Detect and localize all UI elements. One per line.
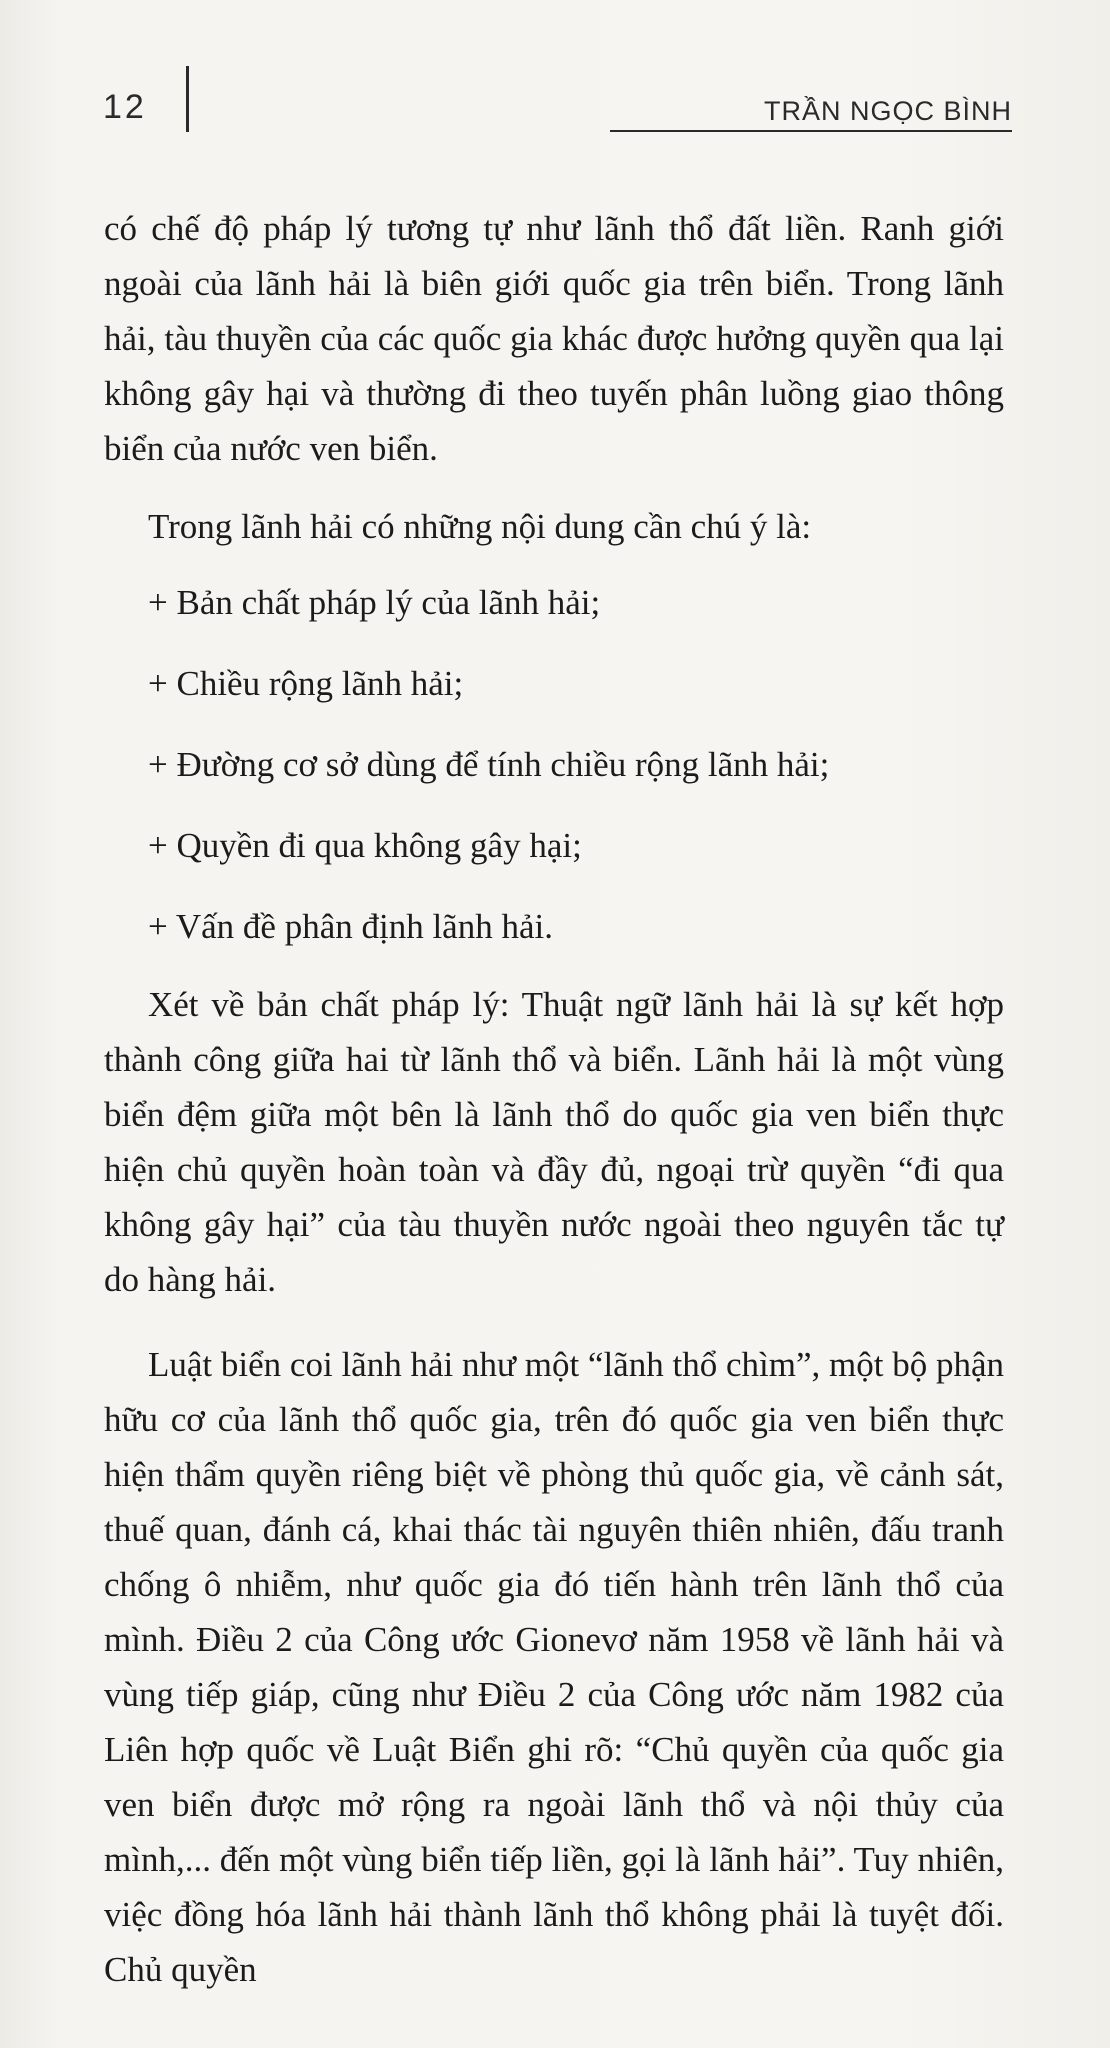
body-text xyxy=(104,201,1004,1997)
header-divider xyxy=(186,66,189,132)
list-item: + Đường cơ sở dùng để tính chiều rộng lãnh hải; xyxy=(148,745,830,784)
paragraph-continuation: có chế độ pháp lý tương tự như lãnh thổ đất liền. Ranh giới ngoài của lãnh hải là biên giới quốc gia trên biển. Trong lãnh hải, tàu thuyền của các quốc gia khác được hưởng quyền qua lại không gây hại và thường đi theo tuyến phân luồng giao thông biển của nước ven biển. xyxy=(104,209,1004,468)
page-header xyxy=(0,0,1110,160)
page-number: 12 xyxy=(103,88,147,126)
list-item: + Bản chất pháp lý của lãnh hải; xyxy=(148,583,601,622)
paragraph-sea-law: Luật biển coi lãnh hải như một “lãnh thổ chìm”, một bộ phận hữu cơ của lãnh thổ quốc gia, trên đó quốc gia ven biển thực hiện thẩm quyền riêng biệt về phòng thủ quốc gia, về cảnh sát, thuế quan, đánh cá, khai thác tài nguyên thiên nhiên, đấu tranh chống ô nhiễm, như quốc gia đó tiến hành trên lãnh thổ của mình. Điều 2 của Công ước Gionevơ năm 1958 về lãnh hải và vùng tiếp giáp, cũng như Điều 2 của Công ước năm 1982 của Liên hợp quốc về Luật Biển ghi rõ: “Chủ quyền của quốc gia ven biển được mở rộng ra ngoài lãnh thổ và nội thủy của mình,... đến một vùng biển tiếp liền, gọi là lãnh hải”. Tuy nhiên, việc đồng hóa lãnh hải thành lãnh thổ không phải là tuyệt đối. Chủ quyền xyxy=(104,1345,1004,1989)
running-head-author: TRẦN NGỌC BÌNH xyxy=(763,96,1012,126)
paragraph-legal-nature: Xét về bản chất pháp lý: Thuật ngữ lãnh hải là sự kết hợp thành công giữa hai từ lãnh thổ và biển. Lãnh hải là một vùng biển đệm giữa một bên là lãnh thổ do quốc gia ven biển thực hiện chủ quyền hoàn toàn và đầy đủ, ngoại trừ quyền “đi qua không gây hại” của tàu thuyền nước ngoài theo nguyên tắc tự do hàng hải. xyxy=(104,985,1004,1299)
list-item: + Quyền đi qua không gây hại; xyxy=(148,826,582,865)
list-item: + Chiều rộng lãnh hải; xyxy=(148,664,464,703)
header-rule xyxy=(610,130,1012,132)
list-item: + Vấn đề phân định lãnh hải. xyxy=(148,907,553,946)
paragraph-list-intro: Trong lãnh hải có những nội dung cần chú ý là: xyxy=(148,507,812,546)
